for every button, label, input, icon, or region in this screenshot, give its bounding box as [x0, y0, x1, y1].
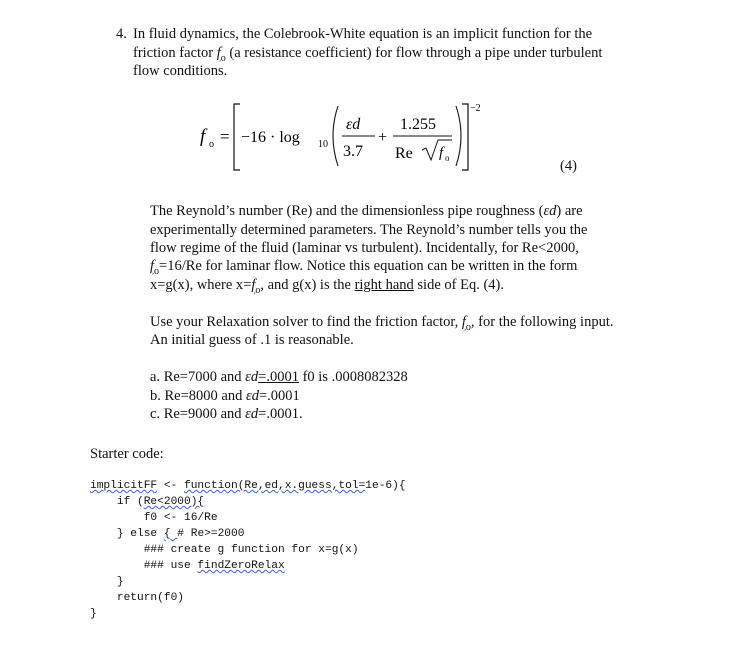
- eq-coef: −16 · log: [241, 129, 300, 146]
- para2-line-1: Use your Relaxation solver to find the friction factor, $f_o$, for the following input.: [150, 314, 614, 333]
- intro-line-2: friction factor $f_o$ (a resistance coefficient) for flow through a pipe under turbulent: [133, 45, 603, 64]
- code-line-2: if (Re<2000){: [90, 496, 205, 508]
- eq-left-bracket: [234, 104, 240, 170]
- eq-equals: =: [220, 127, 230, 146]
- code-line-6: ### use findZeroRelax: [90, 560, 285, 572]
- colebrook-equation: [200, 98, 500, 174]
- intro-line-3: flow conditions.: [133, 63, 228, 79]
- code-line-3: f0 <- 16/Re: [90, 512, 218, 524]
- eq-den2-re: Re: [395, 145, 413, 162]
- starter-code-label: Starter code:: [90, 446, 164, 462]
- para1-line-5: x=g(x), where $x=f_o$, and g(x) is the right hand side of Eq. (4).: [150, 277, 504, 296]
- code-line-4: } else { # Re>=2000: [90, 528, 245, 540]
- eq-lhs-sub: o: [209, 139, 214, 150]
- para1-line-1: The Reynold’s number (Re) and the dimensionless pipe roughness (εd) are: [150, 203, 583, 219]
- para1-line-4: $f_o=16/Re$ for laminar flow. Notice this equation can be written in the form: [150, 258, 578, 277]
- code-line-1: implicitFF <- function(Re,ed,x.guess,tol=1e-6){: [90, 480, 406, 492]
- eq-num1: εd: [346, 116, 361, 133]
- eq-lhs-f: f: [200, 126, 206, 147]
- eq-left-paren: [333, 106, 338, 166]
- eq-plus: +: [378, 129, 388, 146]
- eq-den2-f: f: [439, 145, 444, 161]
- eq-den1: 3.7: [343, 143, 363, 160]
- code-line-7: }: [90, 576, 124, 588]
- eq-num2: 1.255: [400, 116, 436, 133]
- code-line-9: }: [90, 608, 97, 620]
- intro-line-1: In fluid dynamics, the Colebrook-White equation is an implicit function for the: [133, 26, 593, 42]
- problem-number: 4.: [116, 26, 127, 42]
- eq-den2-sub: o: [445, 153, 450, 163]
- para2-line-2: An initial guess of .1 is reasonable.: [150, 332, 354, 348]
- eq-exponent: −2: [470, 103, 481, 114]
- right-hand-link: right hand: [354, 277, 414, 293]
- para1-line-2: experimentally determined parameters. The Reynold’s number tells you the: [150, 222, 588, 238]
- list-item: c. Re=9000 and εd=.0001.: [150, 406, 303, 422]
- eq-right-bracket: [462, 104, 468, 170]
- list-item: b. Re=8000 and εd=.0001: [150, 388, 300, 404]
- equation-number: (4): [560, 158, 577, 174]
- code-line-8: return(f0): [90, 592, 184, 604]
- para1-line-3: flow regime of the fluid (laminar vs turbulent). Incidentally, for Re<2000,: [150, 240, 579, 256]
- list-item: a. Re=7000 and εd=.0001 f0 is .0008082328: [150, 369, 408, 385]
- eq-right-paren: [456, 106, 461, 166]
- code-line-5: ### create g function for x=g(x): [90, 544, 359, 556]
- eq-log-base: 10: [318, 139, 328, 150]
